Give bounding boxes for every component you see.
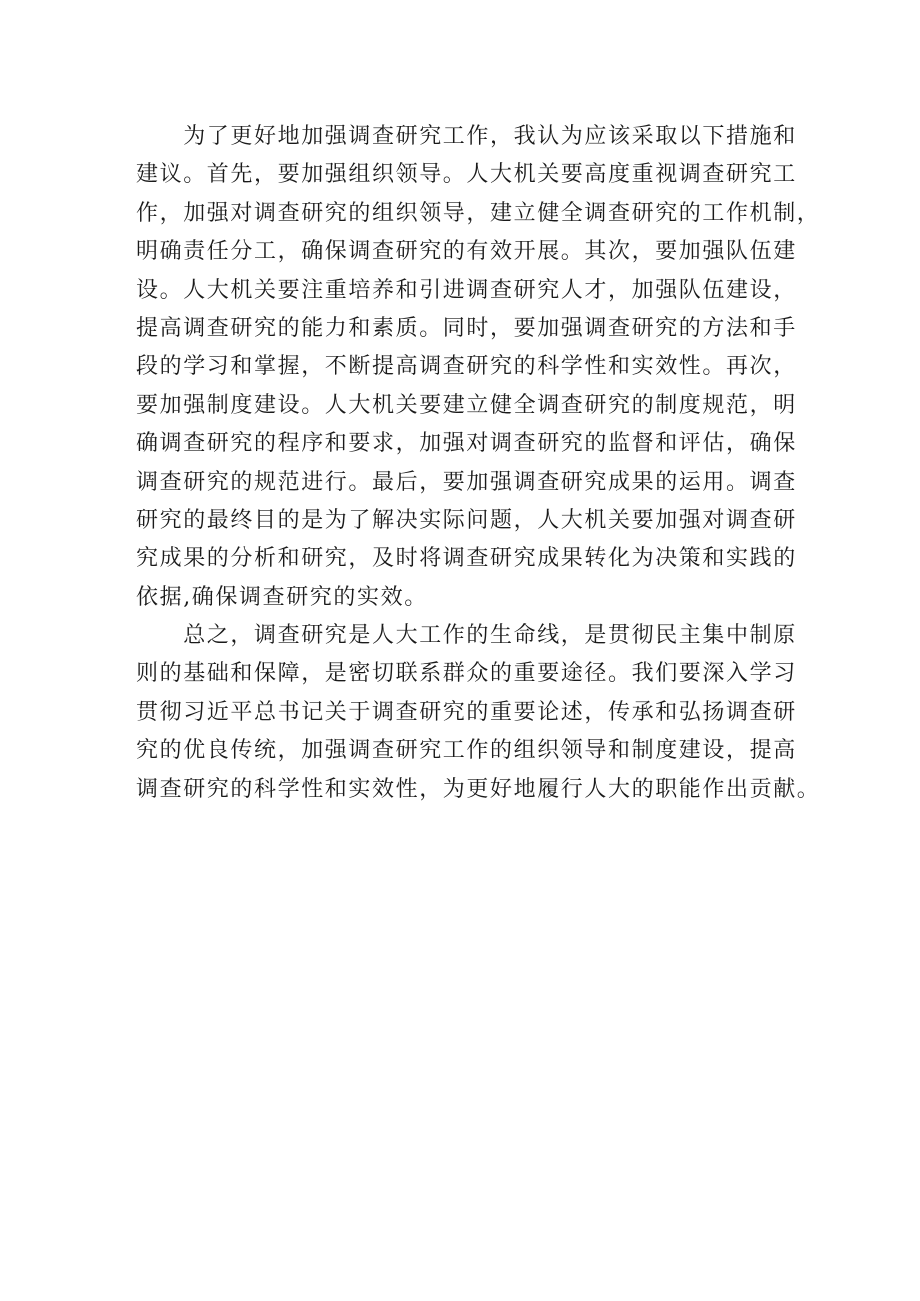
text-line: 作，加强对调查研究的组织领导，建立健全调查研究的工作机制，: [136, 200, 821, 226]
paragraph-measures: [136, 118, 821, 617]
text-line: 调查研究的科学性和实效性，为更好地履行人大的职能作出贡献。: [136, 776, 821, 802]
text-line: 明确责任分工，确保调查研究的有效开展。其次，要加强队伍建: [136, 239, 797, 265]
text-line: 究成果的分析和研究，及时将调查研究成果转化为决策和实践的: [136, 546, 797, 572]
text-line: 研究的最终目的是为了解决实际问题，人大机关要加强对调查研: [136, 507, 797, 533]
paragraph-conclusion: [136, 617, 821, 809]
text-line: 究的优良传统，加强调查研究工作的组织领导和制度建设，提高: [136, 738, 797, 764]
text-line: 总之，调查研究是人大工作的生命线，是贯彻民主集中制原: [136, 623, 797, 649]
text-line: 则的基础和保障，是密切联系群众的重要途径。我们要深入学习: [136, 661, 797, 687]
document-body: [136, 118, 821, 809]
text-line: 确调查研究的程序和要求，加强对调查研究的监督和评估，确保: [136, 431, 797, 457]
text-line: 建议。首先，要加强组织领导。人大机关要高度重视调查研究工: [136, 162, 797, 188]
text-line: 调查研究的规范进行。最后，要加强调查研究成果的运用。调查: [136, 469, 797, 495]
text-line: 贯彻习近平总书记关于调查研究的重要论述，传承和弘扬调查研: [136, 699, 797, 725]
text-line: 段的学习和掌握，不断提高调查研究的科学性和实效性。再次，: [136, 354, 797, 380]
text-line: 依据,确保调查研究的实效。: [136, 584, 428, 610]
text-line: 要加强制度建设。人大机关要建立健全调查研究的制度规范，明: [136, 392, 797, 418]
text-line: 为了更好地加强调查研究工作，我认为应该采取以下措施和: [136, 124, 797, 149]
text-line: 提高调查研究的能力和素质。同时，要加强调查研究的方法和手: [136, 315, 797, 341]
text-line: 设。人大机关要注重培养和引进调查研究人才，加强队伍建设，: [136, 277, 797, 303]
